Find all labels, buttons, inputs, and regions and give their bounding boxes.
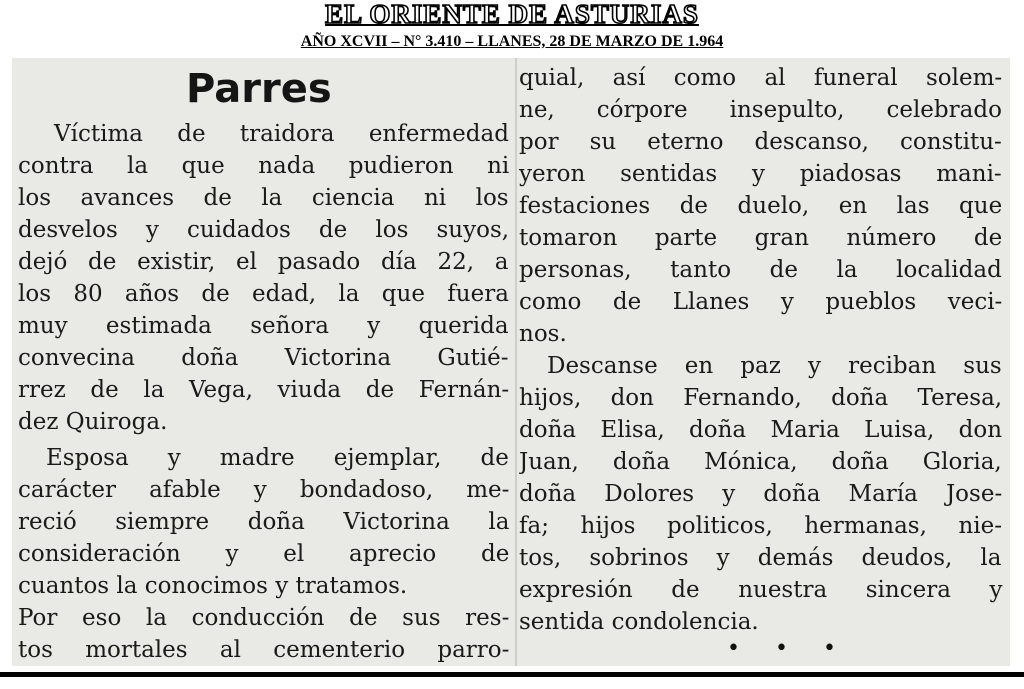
left-column (18, 58, 513, 666)
text-line: cuantos la conocimos y tratamos. (18, 573, 408, 599)
text-line: como de Llanes y pueblos veci- (519, 289, 1003, 315)
right-column (519, 58, 1006, 666)
article-heading: Parres (186, 66, 332, 112)
text-line: yeron sentidas y piadosas mani- (519, 161, 1002, 187)
text-line: los avances de la ciencia ni los (18, 185, 509, 211)
text-line: festaciones de duelo, en las que (519, 193, 1003, 219)
text-line: tos mortales al cementerio parro- (18, 637, 510, 663)
text-line: sentida condolencia. (519, 609, 759, 635)
newspaper-clipping (12, 58, 1010, 666)
masthead (0, 0, 1024, 58)
text-line: dez Quiroga. (18, 409, 168, 435)
text-line: ne, córpore insepulto, celebrado (519, 97, 1002, 123)
text-line: rrez de la Vega, viuda de Fernán- (18, 377, 510, 403)
text-line: hijos, don Fernando, doña Teresa, (519, 385, 1003, 411)
text-line: fa; hijos politicos, hermanas, nie- (519, 513, 1003, 539)
text-line: Descanse en paz y reciban sus (547, 353, 1002, 379)
text-line: carácter afable y bondadoso, me- (18, 477, 510, 503)
text-line: quial, así como al funeral solem- (519, 65, 1003, 91)
bottom-rule (0, 672, 1024, 677)
text-line: personas, tanto de la localidad (519, 257, 1002, 283)
text-line: tomaron parte gran número de (519, 225, 1003, 251)
text-line: Por eso la conducción de sus res- (18, 605, 510, 631)
text-line: Esposa y madre ejemplar, de (46, 445, 509, 471)
column-divider (515, 58, 517, 666)
text-line: por su eterno descanso, constitu- (519, 129, 1002, 155)
newspaper-title: EL ORIENTE DE ASTURIAS (325, 0, 699, 29)
text-line: consideración y el aprecio de (18, 541, 510, 567)
text-line: los 80 años de edad, la que fuera (18, 281, 509, 307)
text-line: contra la que nada pudieron ni (18, 153, 510, 179)
text-line: convecina doña Victorina Gutié- (18, 345, 509, 371)
text-line: tos, sobrinos y demás deudos, la (519, 545, 1002, 571)
text-line: nos. (519, 321, 567, 347)
text-line: muy estimada señora y querida (18, 313, 509, 339)
text-line: desvelos y cuidados de los suyos, (18, 217, 510, 243)
text-line: expresión de nuestra sincera y (519, 577, 1003, 603)
text-line: doña Elisa, doña Maria Luisa, don (519, 417, 1003, 443)
issue-line: AÑO XCVII – N° 3.410 – LLANES, 28 DE MARZO DE 1.964 (300, 33, 724, 50)
text-line: doña Dolores y doña María Jose- (519, 481, 1003, 507)
text-line: dejó de existir, el pasado día 22, a (18, 249, 509, 275)
end-mark: • • • (727, 636, 850, 661)
text-line: Víctima de traidora enfermedad (54, 121, 509, 147)
text-line: Juan, doña Mónica, doña Gloria, (519, 449, 1002, 475)
text-line: reció siempre doña Victorina la (18, 509, 510, 535)
